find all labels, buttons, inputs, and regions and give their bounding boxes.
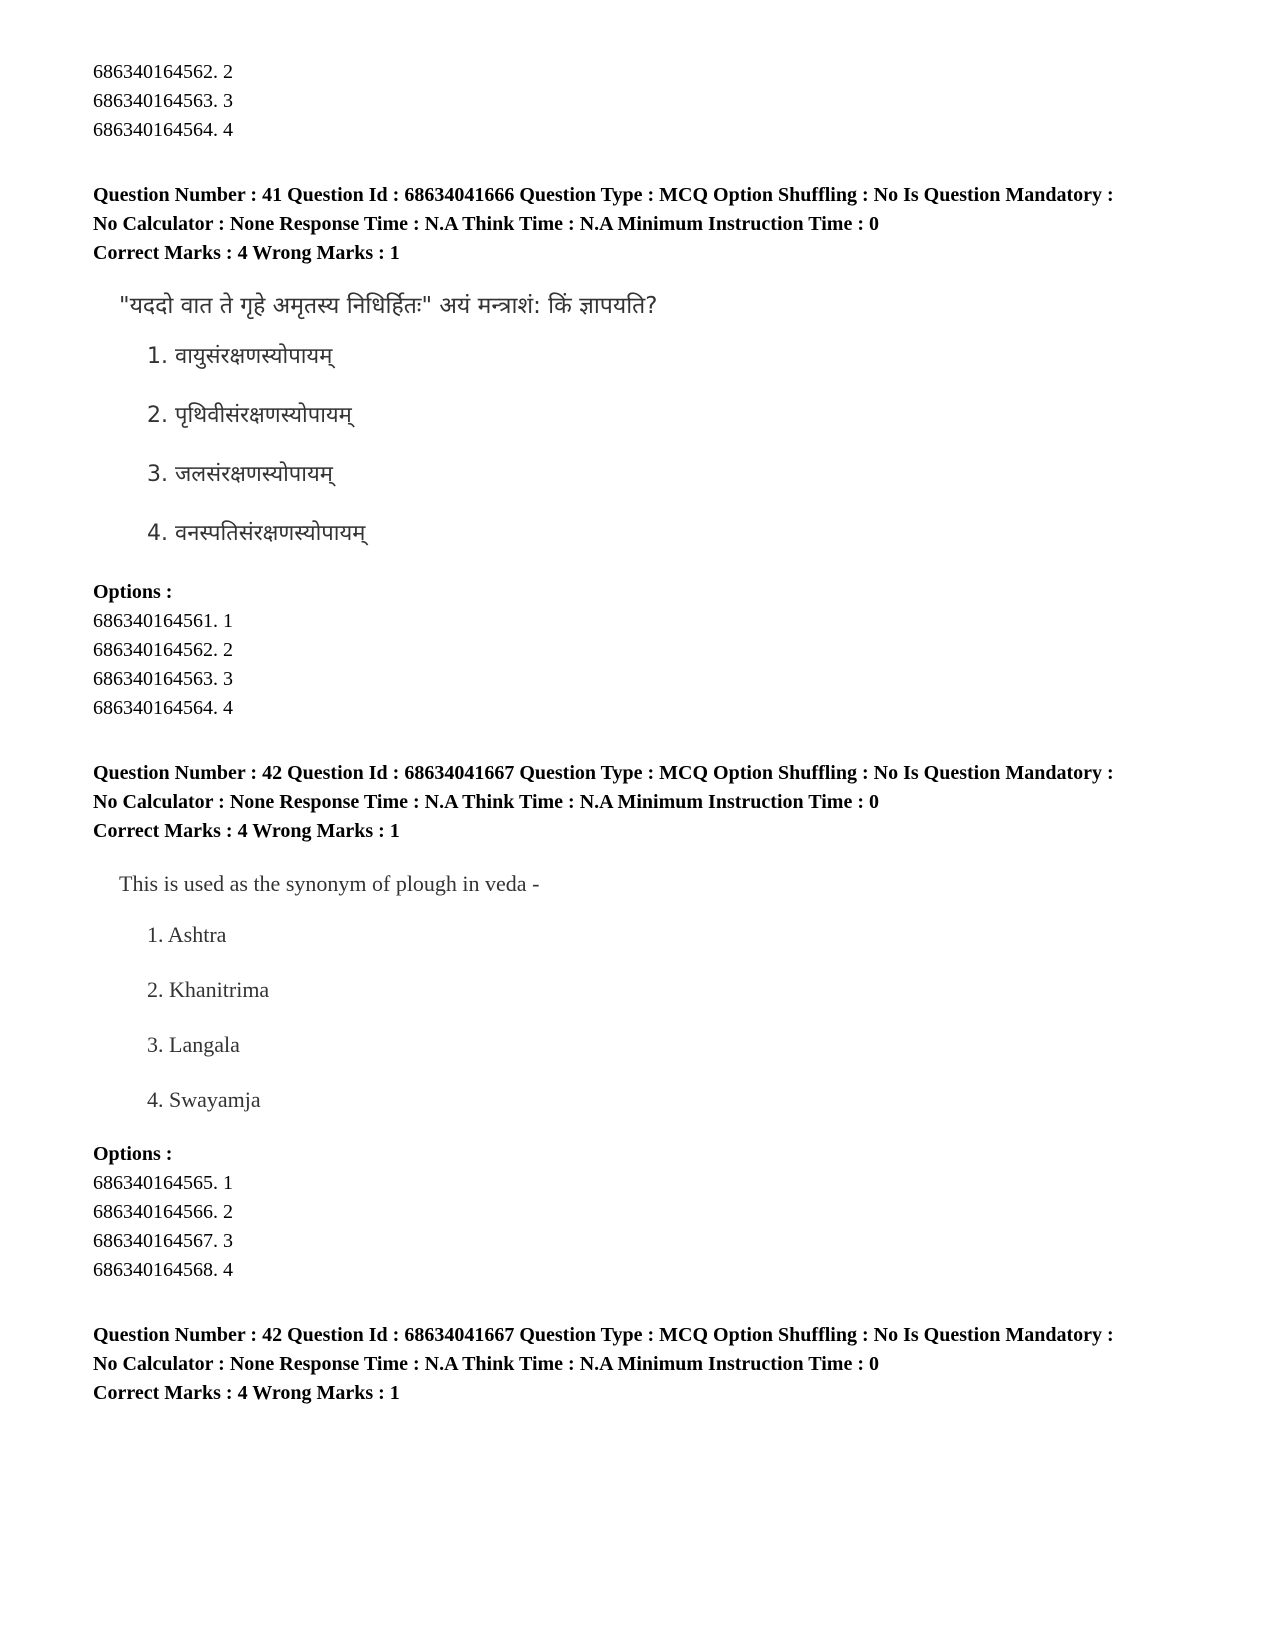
option-item: 686340164568. 4 <box>93 1259 233 1281</box>
choice-item: 4. Swayamja <box>147 1087 261 1112</box>
choice-item: 1. Ashtra <box>147 922 227 947</box>
choice-item: 1. वायुसंरक्षणस्योपायम् <box>147 344 333 369</box>
option-item: 686340164565. 1 <box>93 1172 233 1194</box>
options-label: Options : <box>93 581 173 603</box>
option-item: 686340164563. 3 <box>93 668 233 690</box>
option-item: 686340164561. 1 <box>93 610 233 632</box>
question-stem: "यददो वात ते गृहे अमृतस्य निधिर्हितः" अयं मन्त्राशं: किं ज्ञापयति? <box>119 293 658 319</box>
question-header-line2: No Calculator : None Response Time : N.A Think Time : N.A Minimum Instruction Time : 0 <box>93 1353 879 1375</box>
question-stem: This is used as the synonym of plough in veda - <box>119 871 540 896</box>
question-41 <box>93 181 1193 723</box>
question-42 <box>93 759 1193 1285</box>
option-item: 686340164564. 4 <box>93 697 233 719</box>
choice-item: 3. Langala <box>147 1032 240 1057</box>
choice-list <box>147 342 1193 578</box>
question-header-line1: Question Number : 41 Question Id : 68634041666 Question Type : MCQ Option Shuffling : No Is Question Mandatory : <box>93 184 1114 206</box>
question-header-line1: Question Number : 42 Question Id : 68634041667 Question Type : MCQ Option Shuffling : No Is Question Mandatory : <box>93 762 1114 784</box>
question-marks: Correct Marks : 4 Wrong Marks : 1 <box>93 242 400 264</box>
question-42-repeat <box>93 1321 1193 1408</box>
choice-item: 2. Khanitrima <box>147 977 270 1002</box>
question-marks: Correct Marks : 4 Wrong Marks : 1 <box>93 1382 400 1404</box>
option-item: 686340164563. 3 <box>93 90 233 112</box>
question-image <box>119 866 1193 1140</box>
previous-options-list <box>93 58 1193 145</box>
option-item: 686340164564. 4 <box>93 119 233 141</box>
question-header-line2: No Calculator : None Response Time : N.A Think Time : N.A Minimum Instruction Time : 0 <box>93 213 879 235</box>
option-item: 686340164567. 3 <box>93 1230 233 1252</box>
question-image <box>119 288 1193 578</box>
option-item: 686340164562. 2 <box>93 639 233 661</box>
document-page <box>93 58 1193 1408</box>
choice-item: 2. पृथिवीसंरक्षणस्योपायम् <box>147 403 352 428</box>
choice-item: 4. वनस्पतिसंरक्षणस्योपायम् <box>147 521 366 546</box>
option-item: 686340164562. 2 <box>93 61 233 83</box>
question-header-line2: No Calculator : None Response Time : N.A Think Time : N.A Minimum Instruction Time : 0 <box>93 791 879 813</box>
choice-list <box>147 920 1193 1140</box>
choice-item: 3. जलसंरक्षणस्योपायम् <box>147 462 333 487</box>
question-marks: Correct Marks : 4 Wrong Marks : 1 <box>93 820 400 842</box>
question-header-line1: Question Number : 42 Question Id : 68634041667 Question Type : MCQ Option Shuffling : No Is Question Mandatory : <box>93 1324 1114 1346</box>
option-item: 686340164566. 2 <box>93 1201 233 1223</box>
options-label: Options : <box>93 1143 173 1165</box>
